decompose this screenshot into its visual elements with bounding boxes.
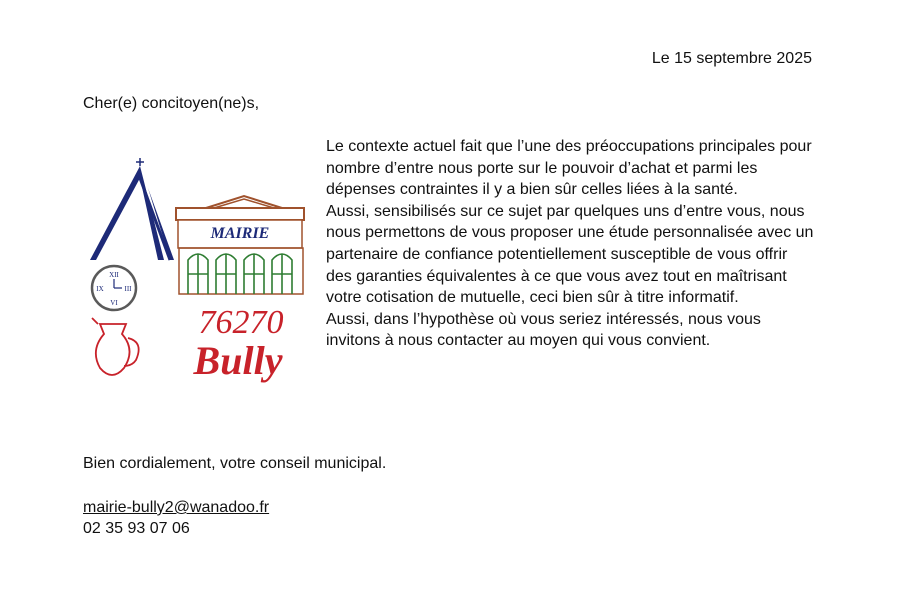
mairie-logo	[84, 158, 308, 390]
svg-text:III: III	[124, 285, 132, 293]
svg-text:XII: XII	[109, 271, 119, 279]
letter-date: Le 15 septembre 2025	[651, 50, 812, 67]
body-paragraph: Aussi, sensibilisés sur ce sujet par quelques uns d’entre vous, nous nous permettons de vous proposer une étude personnalisée avec un partenaire de confiance potentiellement susceptible de vous offrir des garanties équivalentes à ce que vous avez tout en maîtrisant votre cotisation de mutuelle, ceci bien sûr à titre informatif.	[326, 202, 814, 307]
phone-number: 02 35 93 07 06	[83, 520, 190, 537]
logo-postcode: 76270	[198, 304, 284, 341]
letter-body	[326, 136, 816, 352]
church-steeple-icon	[90, 158, 174, 260]
body-paragraph: Le contexte actuel fait que l’une des préoccupations principales pour nombre d’entre nous porte sur le pouvoir d’achat et parmi les dépenses contraintes il y a bien sûr celles liées à la santé.	[326, 138, 812, 199]
email-link[interactable]: mairie-bully2@wanadoo.fr	[83, 499, 270, 516]
body-paragraph: Aussi, dans l’hypothèse où vous seriez intéressés, nous vous invitons à nous contacter au moyen qui vous convient.	[326, 310, 761, 350]
contact-block	[83, 497, 269, 539]
closing-line: Bien cordialement, votre conseil municipal.	[83, 455, 387, 472]
greeting: Cher(e) concitoyen(ne)s,	[83, 95, 260, 112]
jug-icon	[92, 318, 139, 375]
svg-text:IX: IX	[96, 285, 104, 293]
town-hall-icon	[176, 196, 304, 294]
svg-text:VI: VI	[110, 299, 118, 307]
logo-mairie-label: MAIRIE	[210, 225, 270, 242]
clock-icon	[92, 266, 136, 310]
logo-town-name: Bully	[193, 338, 283, 383]
